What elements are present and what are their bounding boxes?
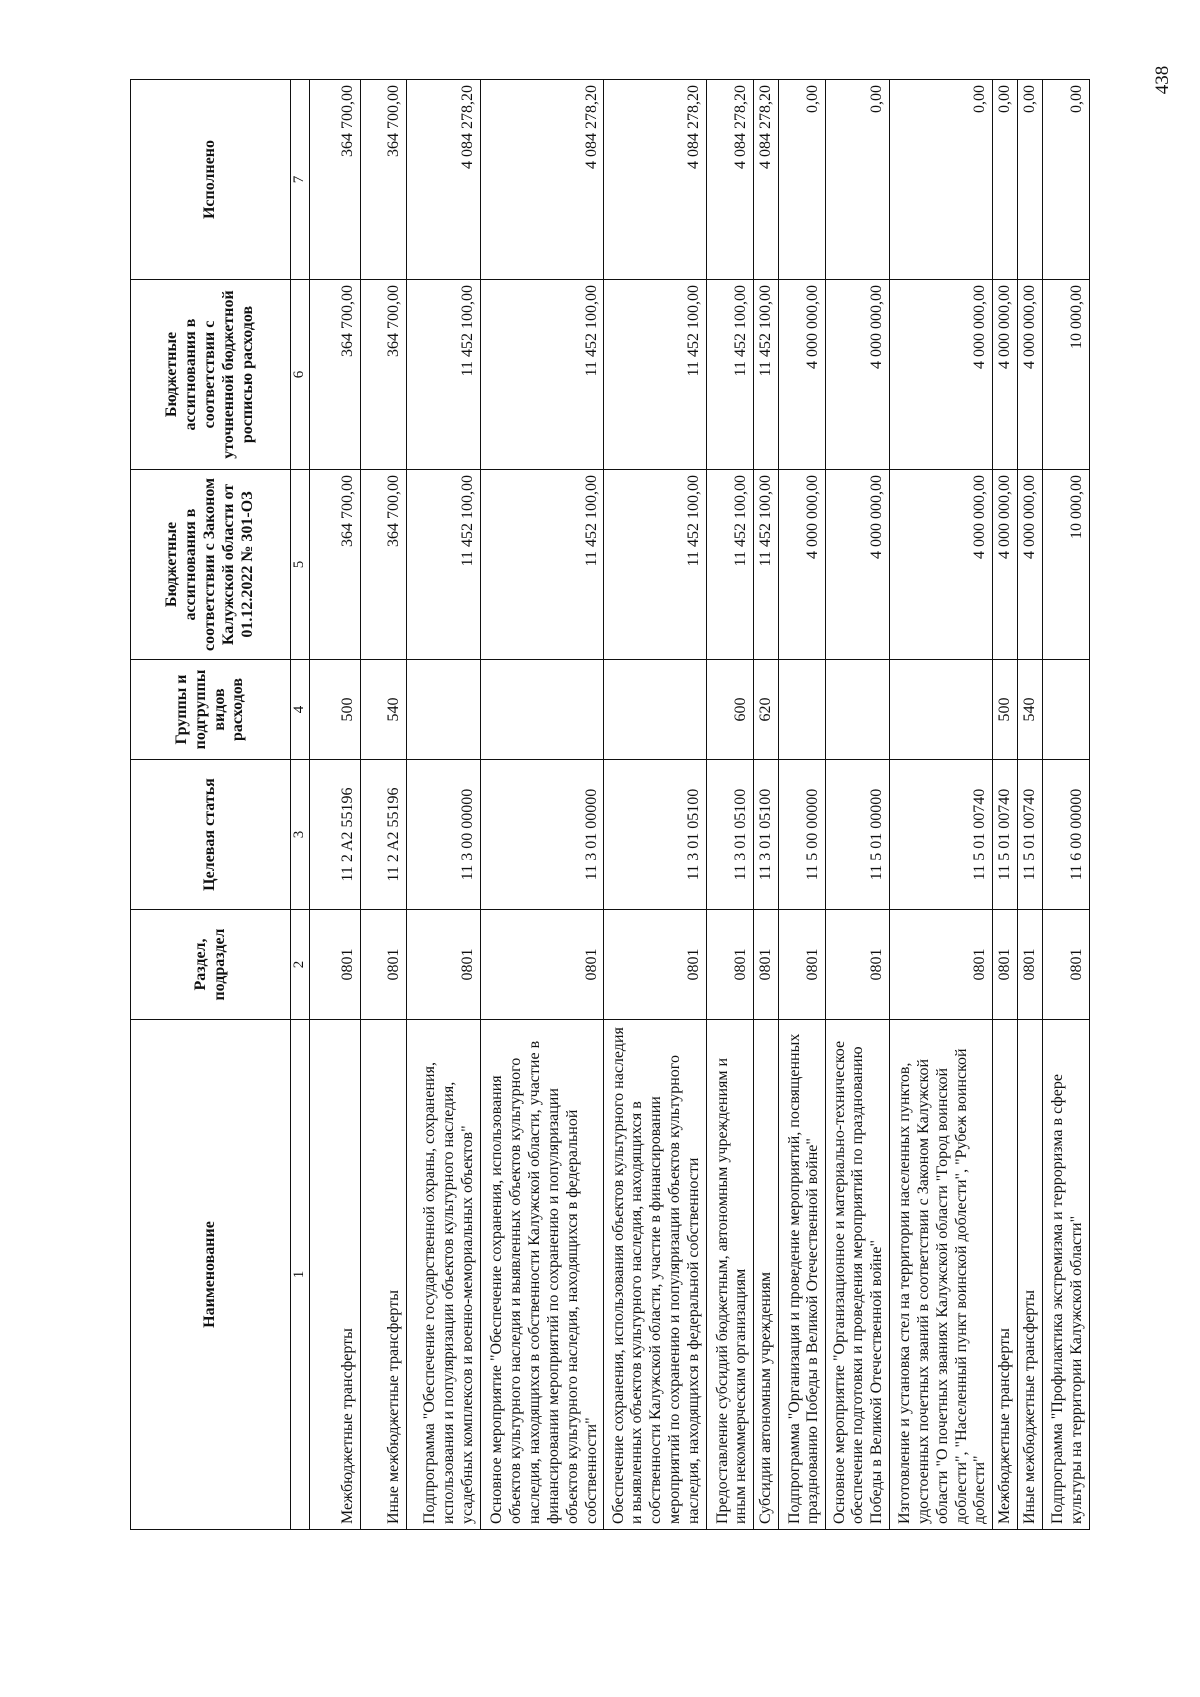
row-budget-amount: 10 000,00 bbox=[1042, 280, 1090, 470]
row-name: Субсидии автономным учреждениям bbox=[754, 1020, 779, 1530]
table-row bbox=[1042, 80, 1090, 1530]
row-section: 0801 bbox=[309, 910, 361, 1020]
header-row bbox=[131, 80, 291, 1530]
row-group bbox=[826, 660, 890, 760]
row-group: 620 bbox=[754, 660, 779, 760]
row-budget-amount: 11 452 100,00 bbox=[754, 280, 779, 470]
row-name: Предоставление субсидий бюджетным, автономным учреждениям и иным некоммерческим организациям bbox=[706, 1020, 753, 1530]
column-number: 2 bbox=[291, 910, 310, 1020]
row-article: 11 2 A2 55196 bbox=[309, 760, 361, 910]
row-law-amount: 11 452 100,00 bbox=[604, 470, 706, 660]
row-name: Межбюджетные трансферты bbox=[309, 1020, 361, 1530]
row-article: 11 5 01 00000 bbox=[826, 760, 890, 910]
row-law-amount: 4 000 000,00 bbox=[778, 470, 825, 660]
row-budget-amount: 11 452 100,00 bbox=[480, 280, 604, 470]
table-row bbox=[778, 80, 825, 1530]
row-law-amount: 11 452 100,00 bbox=[406, 470, 480, 660]
row-section: 0801 bbox=[754, 910, 779, 1020]
row-name: Подпрограмма "Обеспечение государственной охраны, сохранения, использования и популяризации объектов культурного наследия, усадебных комплексов и военно-мемориальных объектов" bbox=[406, 1020, 480, 1530]
column-number: 6 bbox=[291, 280, 310, 470]
table-row bbox=[1017, 80, 1042, 1530]
header-group: Группы и подгруппы видов расходов bbox=[131, 660, 291, 760]
header-name: Наименование bbox=[131, 1020, 291, 1530]
row-article: 11 5 01 00740 bbox=[890, 760, 993, 910]
row-name: Изготовление и установка стел на территории населенных пунктов, удостоенных почетных званий в соответствии с Законом Калужской области "О почетных званиях Калужской области "Город воинской доблести", "Населенный пункт воинской доблести", "Рубеж воинской доблести" bbox=[890, 1020, 993, 1530]
row-law-amount: 11 452 100,00 bbox=[754, 470, 779, 660]
row-section: 0801 bbox=[706, 910, 753, 1020]
row-group: 500 bbox=[993, 660, 1018, 760]
row-section: 0801 bbox=[604, 910, 706, 1020]
column-number: 7 bbox=[291, 80, 310, 280]
row-budget-amount: 4 000 000,00 bbox=[778, 280, 825, 470]
row-name: Основное мероприятие "Обеспечение сохранения, использования объектов культурного наследия и выявленных объектов культурного наследия, находящихся в собственности Калужской области, участие в финансировании мероприятий по сохранению и популяризации объектов культурного наследия, находящихся в федеральной собственности" bbox=[480, 1020, 604, 1530]
row-group: 540 bbox=[361, 660, 406, 760]
row-law-amount: 364 700,00 bbox=[361, 470, 406, 660]
row-section: 0801 bbox=[1017, 910, 1042, 1020]
column-number: 4 bbox=[291, 660, 310, 760]
row-article: 11 5 01 00740 bbox=[993, 760, 1018, 910]
row-executed-amount: 4 084 278,20 bbox=[406, 80, 480, 280]
row-name: Основное мероприятие "Организационное и материально-техническое обеспечение подготовки и проведения мероприятий по празднованию Победы в Великой Отечественной войне" bbox=[826, 1020, 890, 1530]
row-budget-amount: 4 000 000,00 bbox=[1017, 280, 1042, 470]
row-article: 11 3 01 05100 bbox=[604, 760, 706, 910]
row-article: 11 5 01 00740 bbox=[1017, 760, 1042, 910]
row-section: 0801 bbox=[993, 910, 1018, 1020]
table-row bbox=[890, 80, 993, 1530]
row-group: 600 bbox=[706, 660, 753, 760]
header-law-allocations: Бюджетные ассигнования в соответствии с Законом Калужской области от 01.12.2022 № 301-ОЗ bbox=[131, 470, 291, 660]
row-executed-amount: 4 084 278,20 bbox=[754, 80, 779, 280]
table-row bbox=[361, 80, 406, 1530]
row-article: 11 3 00 00000 bbox=[406, 760, 480, 910]
row-group bbox=[604, 660, 706, 760]
row-section: 0801 bbox=[826, 910, 890, 1020]
row-group bbox=[890, 660, 993, 760]
row-article: 11 3 01 00000 bbox=[480, 760, 604, 910]
rotated-sheet bbox=[130, 80, 1090, 1530]
table-row bbox=[480, 80, 604, 1530]
row-executed-amount: 364 700,00 bbox=[309, 80, 361, 280]
row-section: 0801 bbox=[778, 910, 825, 1020]
row-budget-amount: 11 452 100,00 bbox=[406, 280, 480, 470]
table-row bbox=[706, 80, 753, 1530]
row-law-amount: 11 452 100,00 bbox=[480, 470, 604, 660]
row-section: 0801 bbox=[1042, 910, 1090, 1020]
row-law-amount: 4 000 000,00 bbox=[890, 470, 993, 660]
row-section: 0801 bbox=[406, 910, 480, 1020]
row-article: 11 2 A2 55196 bbox=[361, 760, 406, 910]
row-group bbox=[778, 660, 825, 760]
row-budget-amount: 4 000 000,00 bbox=[890, 280, 993, 470]
row-law-amount: 364 700,00 bbox=[309, 470, 361, 660]
table-row bbox=[993, 80, 1018, 1530]
row-executed-amount: 4 084 278,20 bbox=[706, 80, 753, 280]
row-budget-amount: 11 452 100,00 bbox=[604, 280, 706, 470]
row-group bbox=[1042, 660, 1090, 760]
row-article: 11 3 01 05100 bbox=[706, 760, 753, 910]
row-name: Иные межбюджетные трансферты bbox=[361, 1020, 406, 1530]
row-article: 11 5 00 00000 bbox=[778, 760, 825, 910]
row-law-amount: 4 000 000,00 bbox=[826, 470, 890, 660]
row-law-amount: 4 000 000,00 bbox=[1017, 470, 1042, 660]
column-number: 3 bbox=[291, 760, 310, 910]
row-name: Подпрограмма "Организация и проведение мероприятий, посвященных празднованию Победы в Великой Отечественной войне" bbox=[778, 1020, 825, 1530]
row-section: 0801 bbox=[890, 910, 993, 1020]
row-name: Обеспечение сохранения, использования объектов культурного наследия и выявленных объектов культурного наследия, находящихся в собственности Калужской области, участие в финансировании мероприятий по сохранению и популяризации объектов культурного наследия, находящихся в федеральной собственности bbox=[604, 1020, 706, 1530]
header-section: Раздел, подраздел bbox=[131, 910, 291, 1020]
row-group: 500 bbox=[309, 660, 361, 760]
row-law-amount: 11 452 100,00 bbox=[706, 470, 753, 660]
row-executed-amount: 364 700,00 bbox=[361, 80, 406, 280]
row-budget-amount: 364 700,00 bbox=[361, 280, 406, 470]
row-name: Подпрограмма "Профилактика экстремизма и терроризма в сфере культуры на территории Калужской области" bbox=[1042, 1020, 1090, 1530]
row-group bbox=[406, 660, 480, 760]
row-group: 540 bbox=[1017, 660, 1042, 760]
row-budget-amount: 364 700,00 bbox=[309, 280, 361, 470]
row-law-amount: 4 000 000,00 bbox=[993, 470, 1018, 660]
table-row bbox=[826, 80, 890, 1530]
table-row bbox=[309, 80, 361, 1530]
row-article: 11 3 01 05100 bbox=[754, 760, 779, 910]
column-number: 1 bbox=[291, 1020, 310, 1530]
row-executed-amount: 0,00 bbox=[890, 80, 993, 280]
row-budget-amount: 4 000 000,00 bbox=[993, 280, 1018, 470]
header-budget-allocations: Бюджетные ассигнования в соответствии с уточненной бюджетной росписью расходов bbox=[131, 280, 291, 470]
header-executed: Исполнено bbox=[131, 80, 291, 280]
column-number-row bbox=[291, 80, 310, 1530]
row-executed-amount: 4 084 278,20 bbox=[604, 80, 706, 280]
row-name: Иные межбюджетные трансферты bbox=[1017, 1020, 1042, 1530]
row-budget-amount: 11 452 100,00 bbox=[706, 280, 753, 470]
row-section: 0801 bbox=[480, 910, 604, 1020]
row-budget-amount: 4 000 000,00 bbox=[826, 280, 890, 470]
table-row bbox=[754, 80, 779, 1530]
row-law-amount: 10 000,00 bbox=[1042, 470, 1090, 660]
row-executed-amount: 0,00 bbox=[826, 80, 890, 280]
row-group bbox=[480, 660, 604, 760]
column-number: 5 bbox=[291, 470, 310, 660]
header-article: Целевая статья bbox=[131, 760, 291, 910]
row-article: 11 6 00 00000 bbox=[1042, 760, 1090, 910]
row-executed-amount: 0,00 bbox=[993, 80, 1018, 280]
row-name: Межбюджетные трансферты bbox=[993, 1020, 1018, 1530]
row-executed-amount: 0,00 bbox=[1017, 80, 1042, 280]
row-executed-amount: 0,00 bbox=[778, 80, 825, 280]
page-number: 438 bbox=[1152, 65, 1173, 95]
table-row bbox=[604, 80, 706, 1530]
budget-table bbox=[130, 79, 1090, 1530]
row-executed-amount: 4 084 278,20 bbox=[480, 80, 604, 280]
row-section: 0801 bbox=[361, 910, 406, 1020]
row-executed-amount: 0,00 bbox=[1042, 80, 1090, 280]
table-row bbox=[406, 80, 480, 1530]
